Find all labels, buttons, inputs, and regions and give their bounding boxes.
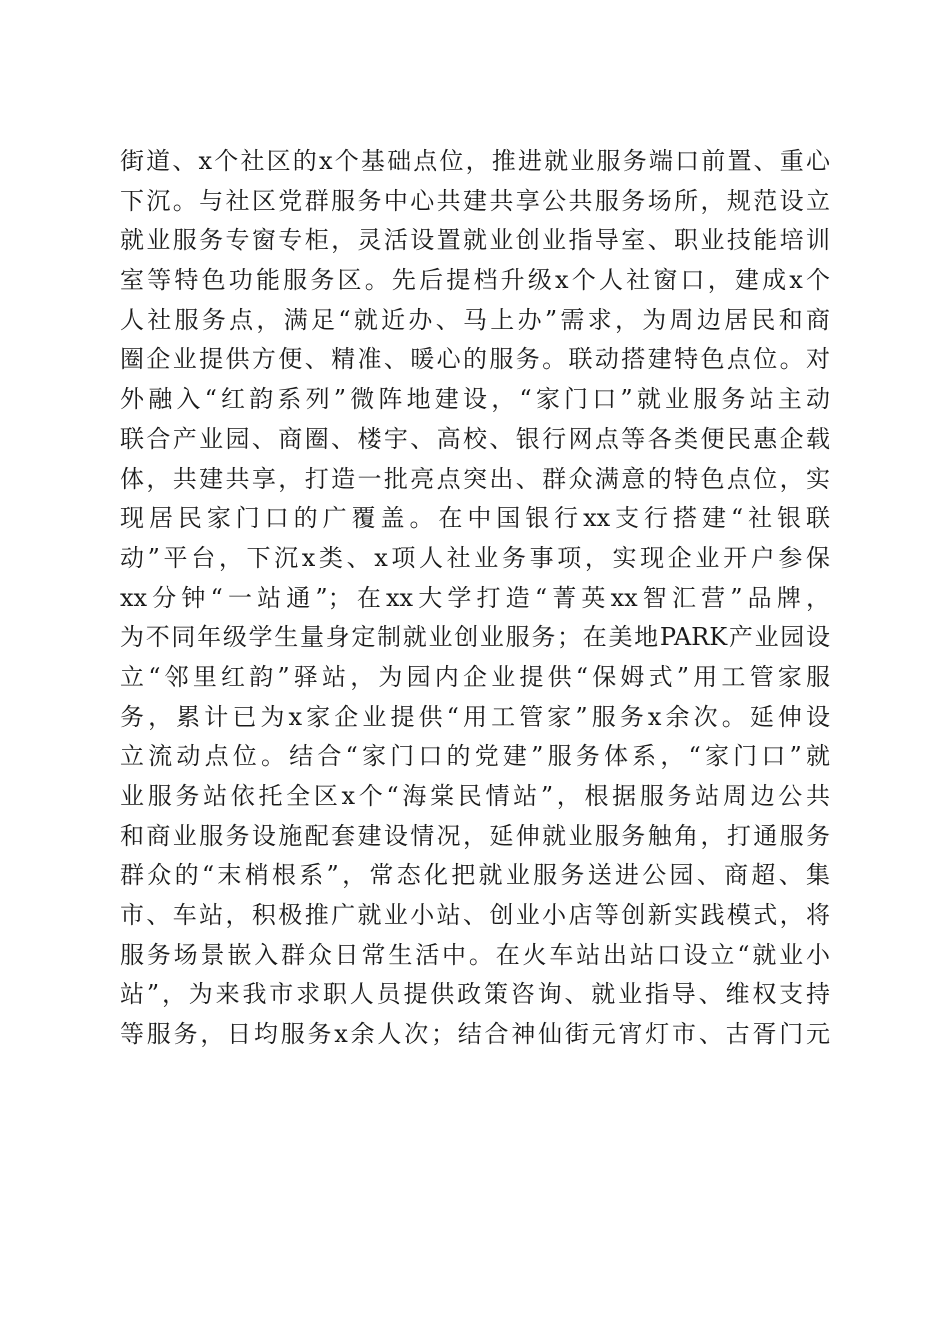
text-line-6: 圈企业提供方便、精准、暖心的服务。联动搭建特色点位。对 <box>120 345 830 374</box>
text-line-4: 室等特色功能服务区。先后提档升级x个人社窗口，建成x个 <box>120 266 830 295</box>
text-line-18: 和商业服务设施配套建设情况，延伸就业服务触角，打通服务 <box>120 821 830 850</box>
text-line-17: 业服务站依托全区x个“海棠民情站”，根据服务站周边公共 <box>120 782 830 810</box>
text-line-20: 市、车站，积极推广就业小站、创业小店等创新实践模式，将 <box>120 901 830 930</box>
text-line-13: 为不同年级学生量身定制就业创业服务；在美地PARK产业园设 <box>120 623 830 652</box>
text-line-3: 就业服务专窗专柜，灵活设置就业创业指导室、职业技能培训 <box>120 226 830 255</box>
text-line-16: 立流动点位。结合“家门口的党建”服务体系，“家门口”就 <box>120 742 830 771</box>
text-line-12: xx分钟“一站通”；在xx大学打造“菁英xx智汇营”品牌， <box>120 583 830 612</box>
text-line-19: 群众的“末梢根系”，常态化把就业服务送进公园、商超、集 <box>120 861 830 890</box>
text-line-7: 外融入“红韵系列”微阵地建设，“家门口”就业服务站主动 <box>120 385 830 414</box>
body-paragraph <box>120 142 830 1055</box>
text-line-23: 等服务，日均服务x余人次；结合神仙街元宵灯市、古胥门元 <box>120 1020 830 1049</box>
text-line-22: 站”，为来我市求职人员提供政策咨询、就业指导、维权支持 <box>120 980 830 1009</box>
text-line-9: 体，共建共享，打造一批亮点突出、群众满意的特色点位，实 <box>120 464 830 493</box>
text-line-5: 人社服务点，满足“就近办、马上办”需求，为周边居民和商 <box>120 305 830 334</box>
text-line-15: 务，累计已为x家企业提供“用工管家”服务x余次。延伸设 <box>120 702 830 731</box>
text-line-11: 动”平台，下沉x类、x项人社业务事项，实现企业开户参保 <box>120 543 830 572</box>
text-line-2: 下沉。与社区党群服务中心共建共享公共服务场所，规范设立 <box>120 186 830 215</box>
text-line-8: 联合产业园、商圈、楼宇、高校、银行网点等各类便民惠企载 <box>120 424 830 453</box>
text-line-14: 立“邻里红韵”驿站，为园内企业提供“保姆式”用工管家服 <box>120 662 830 691</box>
text-line-1: 街道、x个社区的x个基础点位，推进就业服务端口前置、重心 <box>120 147 830 175</box>
text-line-21: 服务场景嵌入群众日常生活中。在火车站出站口设立“就业小 <box>120 940 830 969</box>
text-line-10: 现居民家门口的广覆盖。在中国银行xx支行搭建“社银联 <box>120 504 830 533</box>
